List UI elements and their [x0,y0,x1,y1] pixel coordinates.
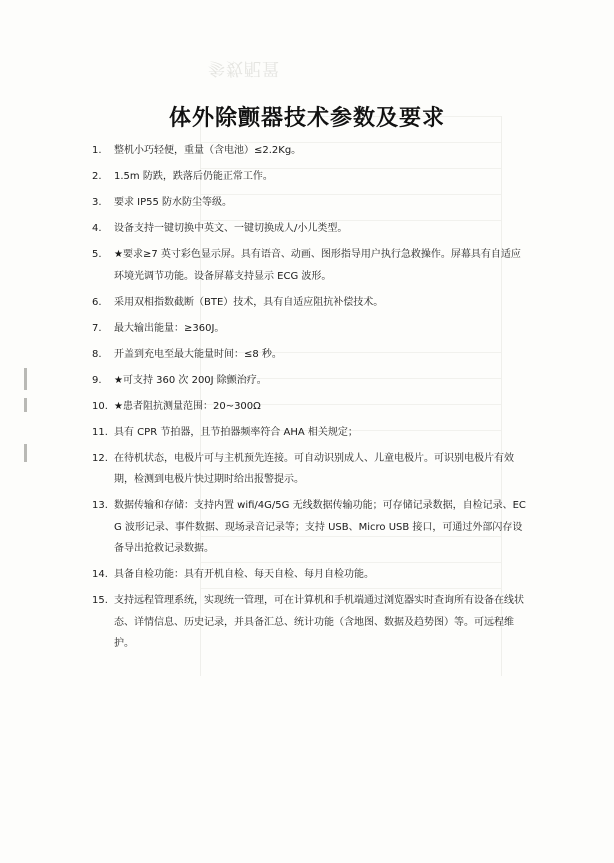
item-text: ★患者阻抗测量范围：20~300Ω [114,400,261,412]
item-text: ★可支持 360 次 200J 除颤治疗。 [114,374,267,386]
item-text: 在待机状态，电极片可与主机预先连接。可自动识别成人、儿童电极片。可识别电极片有效期，检测到电极片快过期时给出报警提示。 [114,452,514,485]
list-item [0,448,614,491]
list-item [0,218,614,240]
item-text: 采用双相指数截断（BTE）技术，具有自适应阻抗补偿技术。 [114,296,384,308]
item-number: 8. [92,348,102,360]
item-text: 1.5m 防跌，跌落后仍能正常工作。 [114,171,273,182]
item-number: 7. [92,322,102,334]
item-text: 具有 CPR 节拍器，且节拍器频率符合 AHA 相关规定； [114,426,358,438]
bleed-through-text: 参数配置 [208,58,280,78]
item-text: 最大输出能量：≥360J。 [114,322,225,334]
item-text: 整机小巧轻便，重量（含电池）≤2.2Kg。 [114,145,302,156]
item-text: 支持远程管理系统，实现统一管理，可在计算机和手机端通过浏览器实时查询所有设备在线状态、详情信息、历史记录，并具备汇总、统计功能（含地图、数据及趋势图）等。可远程维护。 [114,595,524,649]
item-text: 设备支持一键切换中英文、一键切换成人/小儿类型。 [114,223,348,234]
item-text: 具备自检功能：具有开机自检、每天自检、每月自检功能。 [114,569,374,580]
list-item [0,564,614,586]
document-title: 体外除颤器技术参数及要求 [168,104,445,131]
item-number: 10. [92,400,108,412]
item-text: ★要求≥7 英寸彩色显示屏。具有语音、动画、图形指导用户执行急救操作。屏幕具有自适应环境光调节功能。设备屏幕支持显示 ECG 波形。 [114,249,521,282]
item-number: 9. [92,374,102,386]
list-item [0,140,614,162]
item-number: 12. [92,452,108,464]
item-text: 数据传输和存储：支持内置 wifi/4G/5G 无线数据传输功能；可存储记录数据，自检记录、ECG 波形记录、事件数据、现场录音记录等；支持 USB、Micro USB 接口，可通过外部闪存设备导出抢救记录数据。 [114,500,526,554]
list-item [0,495,614,560]
item-number: 5. [92,249,102,260]
item-number: 15. [92,595,108,606]
item-number: 13. [92,500,108,511]
item-number: 11. [92,426,108,438]
item-number: 1. [92,145,102,156]
item-text: 要求 IP55 防水防尘等级。 [114,197,233,208]
item-number: 6. [92,296,102,308]
list-item [0,370,614,392]
list-item [0,166,614,188]
list-item [0,344,614,366]
list-item [0,192,614,214]
list-item [0,422,614,444]
item-text: 开盖到充电至最大能量时间：≤8 秒。 [114,348,282,360]
list-item [0,590,614,655]
item-number: 2. [92,171,102,182]
item-number: 14. [92,569,108,580]
list-item [0,244,614,287]
item-number: 4. [92,223,102,234]
list-item [0,396,614,418]
requirements-list [0,140,614,659]
item-number: 3. [92,197,102,208]
list-item [0,318,614,340]
list-item [0,292,614,314]
